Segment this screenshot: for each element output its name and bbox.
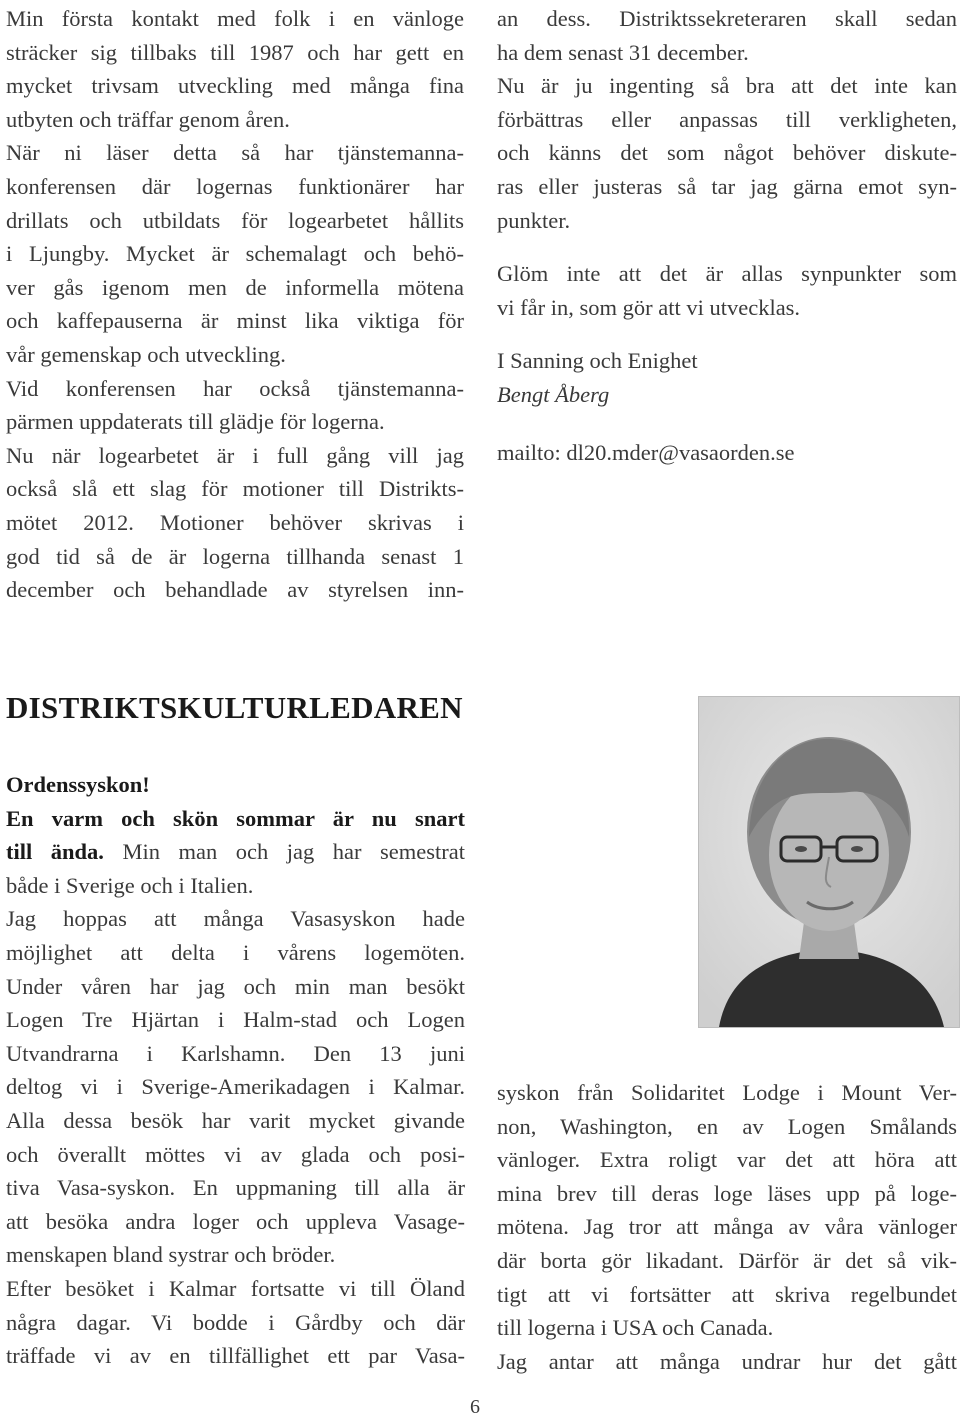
text-line: drillats och utbildats för logearbetet hållits xyxy=(6,207,464,233)
text-line: Glöm inte att det är allas synpunkter som xyxy=(497,261,957,287)
page-number: 6 xyxy=(470,1396,480,1418)
lead-rest-fragment: Min man och jag har semestrat xyxy=(103,839,466,865)
text-line: också slå ett slag för motioner till Distrikts- xyxy=(6,476,464,502)
text-line: deltog vi i Sverige-Amerikadagen i Kalmar. xyxy=(6,1074,465,1100)
lead-last-line: både i Sverige och i Italien. xyxy=(6,872,254,898)
text-line: att besöka andra loger och uppleva Vasage- xyxy=(6,1208,465,1234)
text-line: Nu är ju ingenting så bra att det inte kan xyxy=(497,73,957,99)
text-line: mycket trivsam utveckling med många fina xyxy=(6,73,464,99)
text-line: När ni läser detta så har tjänstemanna- xyxy=(6,140,464,166)
article-paragraph xyxy=(6,902,465,1272)
portrait-illustration xyxy=(699,697,959,1027)
text-line: ras eller justeras så tar jag gärna emot syn- xyxy=(497,173,957,199)
culture-leader-column-right xyxy=(497,1076,957,1378)
text-line: och kaffepauserna är minst lika viktiga för xyxy=(6,308,464,334)
article-paragraph xyxy=(6,1272,465,1373)
text-line: december och behandlade av styrelsen inn- xyxy=(6,577,464,603)
text-line: non, Washington, en av Logen Smålands xyxy=(497,1113,957,1139)
article-column-right xyxy=(497,2,957,469)
section-heading: DISTRIKTSKULTURLEDAREN xyxy=(6,690,463,725)
greeting: Ordenssyskon! xyxy=(6,772,150,797)
text-line: mötena. Jag tror att många av våra vänloger xyxy=(497,1214,957,1240)
lead-bold-fragment: till ända. xyxy=(6,839,104,865)
text-line: Efter besöket i Kalmar fortsatte vi till Öland xyxy=(6,1275,465,1301)
text-line: och känns det som något behöver diskute- xyxy=(497,140,957,166)
text-line: vänloger. Extra roligt var det att höra att xyxy=(497,1147,957,1173)
article-paragraph xyxy=(6,372,464,439)
lead-bold-line: En varm och skön sommar är nu snart xyxy=(6,805,465,831)
text-line: Alla dessa besök har varit mycket givande xyxy=(6,1107,465,1133)
lead-paragraph xyxy=(6,802,465,903)
text-line: Vid konferensen har också tjänstemanna- xyxy=(6,375,464,401)
text-line: mina brev till deras loge läses upp på loge- xyxy=(497,1180,957,1206)
article-paragraph xyxy=(6,439,464,607)
text-line: och överallt möttes vi av glada och posi- xyxy=(6,1141,465,1167)
motto: I Sanning och Enighet xyxy=(497,348,698,374)
text-line: ha dem senast 31 december. xyxy=(497,39,749,65)
article-paragraph xyxy=(497,1076,957,1345)
email-link[interactable]: mailto: dl20.mder@vasaorden.se xyxy=(497,439,795,465)
text-line: pärmen uppdaterats till glädje för logerna. xyxy=(6,409,385,435)
text-line: tiva Vasa-syskon. En uppmaning till alla är xyxy=(6,1175,465,1201)
text-line: Jag hoppas att många Vasasyskon hade xyxy=(6,906,465,932)
article-column-left xyxy=(6,2,464,607)
text-line: utbyten och träffar genom åren. xyxy=(6,106,290,132)
article-paragraph xyxy=(6,2,464,136)
text-line: mötet 2012. Motioner behöver skrivas i xyxy=(6,509,464,535)
text-line: ver gås igenom men de informella mötena xyxy=(6,274,464,300)
text-line: till logerna i USA och Canada. xyxy=(497,1315,774,1341)
text-line: möjlighet att delta i vårens logemöten. xyxy=(6,939,465,965)
text-line: i Ljungby. Mycket är schemalagt och behö- xyxy=(6,241,464,267)
text-line: där borta gör likadant. Därför är det så vik- xyxy=(497,1247,957,1273)
text-line: Nu när logearbetet är i full gång vill jag xyxy=(6,442,464,468)
portrait-photo xyxy=(698,696,960,1028)
text-line: Min första kontakt med folk i en vänloge xyxy=(6,6,464,31)
text-line: sträcker sig tillbaks till 1987 och har gett en xyxy=(6,39,464,65)
article-paragraph xyxy=(497,1345,957,1379)
text-line: punkter. xyxy=(497,207,571,233)
text-line: an dess. Distriktssekreteraren skall sedan xyxy=(497,6,957,31)
text-line: tigt att vi fortsätter att skriva regelbundet xyxy=(497,1281,957,1307)
closing-note-paragraph xyxy=(497,257,957,324)
article-paragraph xyxy=(6,136,464,371)
signature: Bengt Åberg xyxy=(497,381,610,407)
text-line: träffade vi av en tillfällighet ett par Vasa- xyxy=(6,1343,465,1369)
continuation-paragraph xyxy=(497,2,957,237)
text-line: vår gemenskap och utveckling. xyxy=(6,341,286,367)
culture-leader-column-left xyxy=(6,768,465,1373)
lead-mixed-line xyxy=(6,835,465,869)
text-line: Jag antar att många undrar hur det gått xyxy=(497,1348,957,1374)
text-line: Utvandrarna i Karlshamn. Den 13 juni xyxy=(6,1040,465,1066)
text-line: förbättras eller anpassas till verkligheten, xyxy=(497,106,957,132)
text-line: några dagar. Vi bodde i Gårdby och där xyxy=(6,1309,465,1335)
text-line: menskapen bland systrar och bröder. xyxy=(6,1242,336,1268)
text-line: konferensen där logernas funktionärer har xyxy=(6,173,464,199)
text-line: Under våren har jag och min man besökt xyxy=(6,973,465,999)
text-line: Logen Tre Hjärtan i Halm-stad och Logen xyxy=(6,1007,465,1033)
text-line: god tid så de är logerna tillhanda senast 1 xyxy=(6,543,464,569)
text-line: vi får in, som gör att vi utvecklas. xyxy=(497,294,801,320)
text-line: syskon från Solidaritet Lodge i Mount Ver- xyxy=(497,1080,957,1105)
